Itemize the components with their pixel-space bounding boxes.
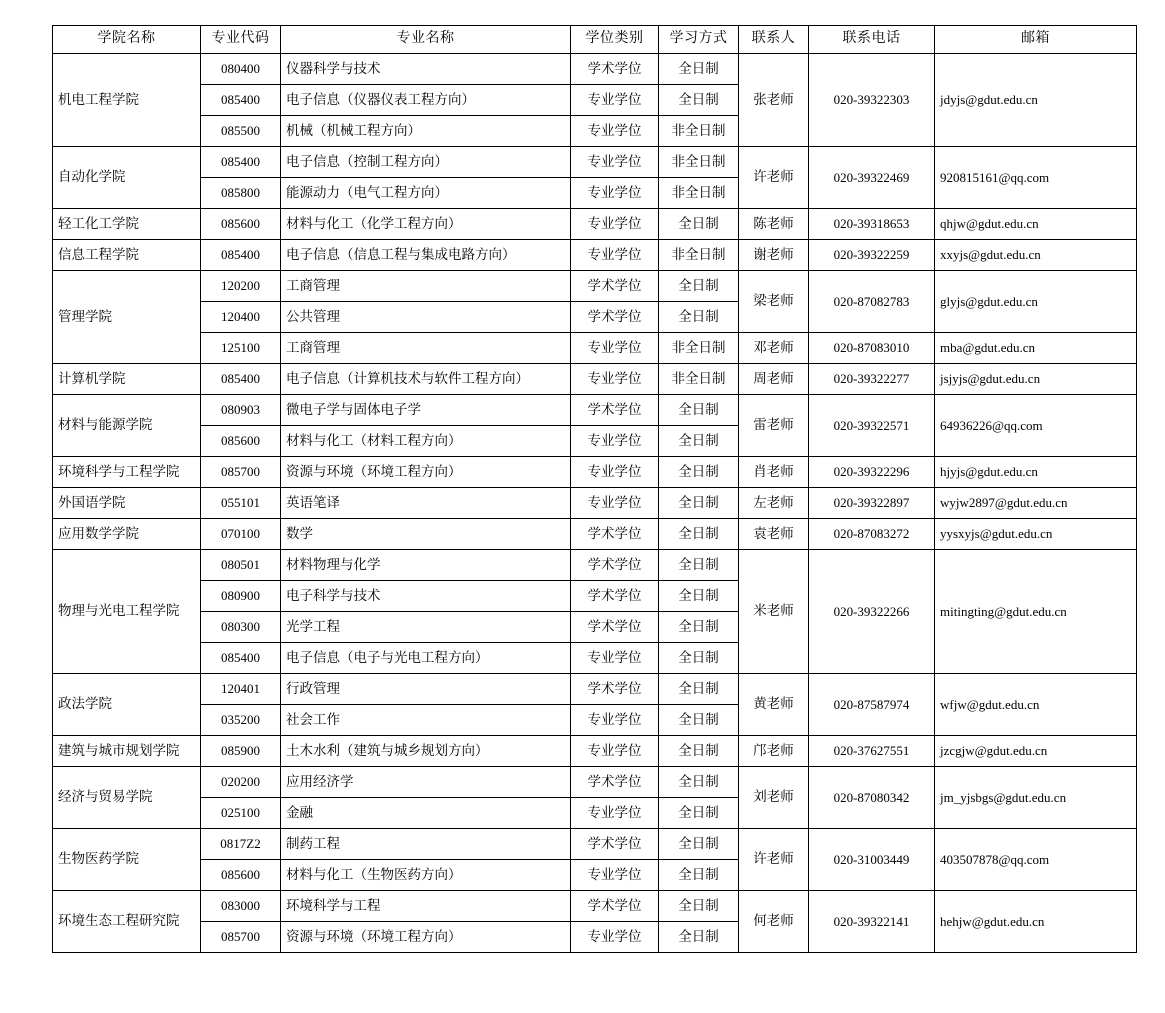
table-row bbox=[53, 519, 1137, 550]
table-row bbox=[53, 147, 1137, 178]
table-row bbox=[53, 54, 1137, 85]
cell-contact-phone: 020-39322259 bbox=[809, 240, 935, 271]
cell-contact-phone: 020-39322296 bbox=[809, 457, 935, 488]
cell-contact-phone: 020-31003449 bbox=[809, 829, 935, 891]
cell-major-name: 材料物理与化学 bbox=[281, 550, 571, 581]
cell-college: 轻工化工学院 bbox=[53, 209, 201, 240]
cell-contact-phone: 020-39322571 bbox=[809, 395, 935, 457]
cell-degree-type: 专业学位 bbox=[571, 922, 659, 953]
cell-major-code: 080400 bbox=[201, 54, 281, 85]
cell-college: 外国语学院 bbox=[53, 488, 201, 519]
cell-college: 自动化学院 bbox=[53, 147, 201, 209]
cell-major-name: 工商管理 bbox=[281, 333, 571, 364]
cell-college: 建筑与城市规划学院 bbox=[53, 736, 201, 767]
table-row bbox=[53, 829, 1137, 860]
cell-degree-type: 专业学位 bbox=[571, 178, 659, 209]
cell-study-mode: 全日制 bbox=[659, 395, 739, 426]
cell-degree-type: 专业学位 bbox=[571, 209, 659, 240]
column-header-degree-type: 学位类别 bbox=[571, 26, 659, 54]
cell-email: 403507878@qq.com bbox=[935, 829, 1137, 891]
cell-study-mode: 全日制 bbox=[659, 426, 739, 457]
table-row bbox=[53, 550, 1137, 581]
cell-degree-type: 专业学位 bbox=[571, 798, 659, 829]
cell-degree-type: 学术学位 bbox=[571, 829, 659, 860]
cell-degree-type: 专业学位 bbox=[571, 85, 659, 116]
cell-major-code: 020200 bbox=[201, 767, 281, 798]
cell-study-mode: 全日制 bbox=[659, 674, 739, 705]
cell-email: wyjw2897@gdut.edu.cn bbox=[935, 488, 1137, 519]
cell-contact-phone: 020-39322303 bbox=[809, 54, 935, 147]
major-directory-table bbox=[52, 25, 1137, 953]
cell-email: yysxyjs@gdut.edu.cn bbox=[935, 519, 1137, 550]
cell-study-mode: 全日制 bbox=[659, 209, 739, 240]
cell-email: mitingting@gdut.edu.cn bbox=[935, 550, 1137, 674]
cell-study-mode: 全日制 bbox=[659, 736, 739, 767]
cell-major-code: 085700 bbox=[201, 922, 281, 953]
cell-study-mode: 非全日制 bbox=[659, 147, 739, 178]
column-header-email: 邮箱 bbox=[935, 26, 1137, 54]
cell-college: 计算机学院 bbox=[53, 364, 201, 395]
cell-major-code: 070100 bbox=[201, 519, 281, 550]
cell-major-code: 055101 bbox=[201, 488, 281, 519]
cell-study-mode: 全日制 bbox=[659, 612, 739, 643]
cell-contact-person: 陈老师 bbox=[739, 209, 809, 240]
cell-contact-phone: 020-87082783 bbox=[809, 271, 935, 333]
cell-degree-type: 学术学位 bbox=[571, 302, 659, 333]
table-row bbox=[53, 674, 1137, 705]
cell-major-name: 土木水利（建筑与城乡规划方向） bbox=[281, 736, 571, 767]
cell-degree-type: 专业学位 bbox=[571, 240, 659, 271]
cell-email: qhjw@gdut.edu.cn bbox=[935, 209, 1137, 240]
table-header-row bbox=[53, 26, 1137, 54]
cell-contact-phone: 020-39322266 bbox=[809, 550, 935, 674]
cell-major-name: 资源与环境（环境工程方向） bbox=[281, 922, 571, 953]
cell-major-code: 085900 bbox=[201, 736, 281, 767]
cell-major-code: 025100 bbox=[201, 798, 281, 829]
cell-contact-phone: 020-39318653 bbox=[809, 209, 935, 240]
column-header-contact-person: 联系人 bbox=[739, 26, 809, 54]
cell-major-code: 085600 bbox=[201, 860, 281, 891]
cell-major-name: 微电子学与固体电子学 bbox=[281, 395, 571, 426]
column-header-college: 学院名称 bbox=[53, 26, 201, 54]
cell-college: 机电工程学院 bbox=[53, 54, 201, 147]
column-header-major-name: 专业名称 bbox=[281, 26, 571, 54]
cell-study-mode: 全日制 bbox=[659, 519, 739, 550]
cell-major-code: 085400 bbox=[201, 147, 281, 178]
cell-major-name: 能源动力（电气工程方向） bbox=[281, 178, 571, 209]
cell-major-name: 光学工程 bbox=[281, 612, 571, 643]
cell-study-mode: 全日制 bbox=[659, 54, 739, 85]
cell-contact-person: 袁老师 bbox=[739, 519, 809, 550]
table-row bbox=[53, 333, 1137, 364]
cell-degree-type: 学术学位 bbox=[571, 612, 659, 643]
cell-college: 政法学院 bbox=[53, 674, 201, 736]
cell-email: hehjw@gdut.edu.cn bbox=[935, 891, 1137, 953]
cell-degree-type: 专业学位 bbox=[571, 333, 659, 364]
cell-study-mode: 全日制 bbox=[659, 85, 739, 116]
cell-degree-type: 专业学位 bbox=[571, 116, 659, 147]
cell-major-name: 电子信息（计算机技术与软件工程方向） bbox=[281, 364, 571, 395]
cell-college: 材料与能源学院 bbox=[53, 395, 201, 457]
cell-contact-person: 米老师 bbox=[739, 550, 809, 674]
cell-email: wfjw@gdut.edu.cn bbox=[935, 674, 1137, 736]
table-row bbox=[53, 395, 1137, 426]
cell-major-name: 数学 bbox=[281, 519, 571, 550]
cell-study-mode: 全日制 bbox=[659, 550, 739, 581]
cell-study-mode: 全日制 bbox=[659, 860, 739, 891]
cell-degree-type: 学术学位 bbox=[571, 550, 659, 581]
cell-major-code: 085700 bbox=[201, 457, 281, 488]
table-row bbox=[53, 240, 1137, 271]
cell-major-name: 英语笔译 bbox=[281, 488, 571, 519]
cell-major-code: 085800 bbox=[201, 178, 281, 209]
table-row bbox=[53, 891, 1137, 922]
cell-study-mode: 全日制 bbox=[659, 891, 739, 922]
cell-college: 生物医药学院 bbox=[53, 829, 201, 891]
cell-email: 920815161@qq.com bbox=[935, 147, 1137, 209]
cell-degree-type: 专业学位 bbox=[571, 488, 659, 519]
cell-major-name: 环境科学与工程 bbox=[281, 891, 571, 922]
cell-degree-type: 学术学位 bbox=[571, 767, 659, 798]
cell-major-code: 080900 bbox=[201, 581, 281, 612]
cell-major-code: 085500 bbox=[201, 116, 281, 147]
cell-study-mode: 全日制 bbox=[659, 705, 739, 736]
cell-major-code: 085600 bbox=[201, 426, 281, 457]
cell-contact-person: 肖老师 bbox=[739, 457, 809, 488]
cell-study-mode: 非全日制 bbox=[659, 240, 739, 271]
cell-degree-type: 专业学位 bbox=[571, 364, 659, 395]
cell-major-name: 行政管理 bbox=[281, 674, 571, 705]
cell-study-mode: 全日制 bbox=[659, 457, 739, 488]
cell-college: 管理学院 bbox=[53, 271, 201, 364]
cell-major-name: 制药工程 bbox=[281, 829, 571, 860]
cell-contact-person: 黄老师 bbox=[739, 674, 809, 736]
cell-major-name: 材料与化工（生物医药方向） bbox=[281, 860, 571, 891]
cell-contact-person: 刘老师 bbox=[739, 767, 809, 829]
cell-degree-type: 学术学位 bbox=[571, 395, 659, 426]
cell-major-name: 电子信息（信息工程与集成电路方向） bbox=[281, 240, 571, 271]
cell-contact-person: 谢老师 bbox=[739, 240, 809, 271]
cell-degree-type: 学术学位 bbox=[571, 271, 659, 302]
cell-major-code: 085600 bbox=[201, 209, 281, 240]
cell-study-mode: 全日制 bbox=[659, 302, 739, 333]
column-header-contact-phone: 联系电话 bbox=[809, 26, 935, 54]
cell-study-mode: 非全日制 bbox=[659, 116, 739, 147]
cell-study-mode: 全日制 bbox=[659, 581, 739, 612]
cell-contact-person: 何老师 bbox=[739, 891, 809, 953]
cell-degree-type: 学术学位 bbox=[571, 581, 659, 612]
cell-degree-type: 专业学位 bbox=[571, 457, 659, 488]
cell-major-name: 公共管理 bbox=[281, 302, 571, 333]
cell-major-code: 125100 bbox=[201, 333, 281, 364]
cell-study-mode: 全日制 bbox=[659, 488, 739, 519]
cell-degree-type: 学术学位 bbox=[571, 54, 659, 85]
cell-contact-phone: 020-39322469 bbox=[809, 147, 935, 209]
cell-contact-person: 邓老师 bbox=[739, 333, 809, 364]
cell-contact-phone: 020-87083272 bbox=[809, 519, 935, 550]
cell-contact-phone: 020-37627551 bbox=[809, 736, 935, 767]
cell-major-name: 金融 bbox=[281, 798, 571, 829]
cell-major-name: 应用经济学 bbox=[281, 767, 571, 798]
cell-degree-type: 专业学位 bbox=[571, 147, 659, 178]
cell-degree-type: 专业学位 bbox=[571, 643, 659, 674]
cell-degree-type: 专业学位 bbox=[571, 426, 659, 457]
cell-college: 应用数学学院 bbox=[53, 519, 201, 550]
table-row bbox=[53, 457, 1137, 488]
column-header-study-mode: 学习方式 bbox=[659, 26, 739, 54]
cell-major-code: 120400 bbox=[201, 302, 281, 333]
cell-study-mode: 全日制 bbox=[659, 829, 739, 860]
cell-college: 环境生态工程研究院 bbox=[53, 891, 201, 953]
cell-major-name: 电子信息（控制工程方向） bbox=[281, 147, 571, 178]
cell-contact-person: 梁老师 bbox=[739, 271, 809, 333]
cell-degree-type: 学术学位 bbox=[571, 674, 659, 705]
cell-degree-type: 学术学位 bbox=[571, 891, 659, 922]
cell-contact-phone: 020-87080342 bbox=[809, 767, 935, 829]
cell-major-code: 080501 bbox=[201, 550, 281, 581]
cell-major-name: 电子信息（仪器仪表工程方向） bbox=[281, 85, 571, 116]
cell-contact-phone: 020-87587974 bbox=[809, 674, 935, 736]
column-header-major-code: 专业代码 bbox=[201, 26, 281, 54]
cell-email: 64936226@qq.com bbox=[935, 395, 1137, 457]
cell-email: jzcgjw@gdut.edu.cn bbox=[935, 736, 1137, 767]
table-header bbox=[53, 26, 1137, 54]
table-row bbox=[53, 209, 1137, 240]
cell-email: xxyjs@gdut.edu.cn bbox=[935, 240, 1137, 271]
cell-contact-person: 周老师 bbox=[739, 364, 809, 395]
table-row bbox=[53, 488, 1137, 519]
cell-major-code: 0817Z2 bbox=[201, 829, 281, 860]
cell-contact-phone: 020-87083010 bbox=[809, 333, 935, 364]
cell-major-name: 机械（机械工程方向） bbox=[281, 116, 571, 147]
cell-contact-person: 左老师 bbox=[739, 488, 809, 519]
cell-email: hjyjs@gdut.edu.cn bbox=[935, 457, 1137, 488]
cell-email: jsjyjs@gdut.edu.cn bbox=[935, 364, 1137, 395]
cell-contact-person: 张老师 bbox=[739, 54, 809, 147]
cell-contact-phone: 020-39322897 bbox=[809, 488, 935, 519]
cell-major-code: 085400 bbox=[201, 240, 281, 271]
cell-degree-type: 专业学位 bbox=[571, 736, 659, 767]
cell-major-code: 085400 bbox=[201, 643, 281, 674]
cell-study-mode: 全日制 bbox=[659, 922, 739, 953]
cell-major-code: 085400 bbox=[201, 364, 281, 395]
cell-major-name: 电子科学与技术 bbox=[281, 581, 571, 612]
cell-contact-person: 许老师 bbox=[739, 829, 809, 891]
cell-major-code: 085400 bbox=[201, 85, 281, 116]
cell-major-name: 社会工作 bbox=[281, 705, 571, 736]
cell-email: jdyjs@gdut.edu.cn bbox=[935, 54, 1137, 147]
cell-major-code: 080300 bbox=[201, 612, 281, 643]
table-row bbox=[53, 767, 1137, 798]
table-row bbox=[53, 271, 1137, 302]
cell-contact-person: 邝老师 bbox=[739, 736, 809, 767]
cell-major-code: 083000 bbox=[201, 891, 281, 922]
cell-study-mode: 全日制 bbox=[659, 798, 739, 829]
cell-study-mode: 全日制 bbox=[659, 643, 739, 674]
cell-major-code: 080903 bbox=[201, 395, 281, 426]
cell-college: 经济与贸易学院 bbox=[53, 767, 201, 829]
cell-major-name: 仪器科学与技术 bbox=[281, 54, 571, 85]
cell-college: 信息工程学院 bbox=[53, 240, 201, 271]
cell-study-mode: 全日制 bbox=[659, 271, 739, 302]
cell-major-name: 工商管理 bbox=[281, 271, 571, 302]
cell-major-code: 035200 bbox=[201, 705, 281, 736]
cell-study-mode: 全日制 bbox=[659, 767, 739, 798]
cell-major-code: 120200 bbox=[201, 271, 281, 302]
cell-degree-type: 专业学位 bbox=[571, 705, 659, 736]
cell-study-mode: 非全日制 bbox=[659, 178, 739, 209]
cell-contact-phone: 020-39322141 bbox=[809, 891, 935, 953]
cell-contact-person: 许老师 bbox=[739, 147, 809, 209]
cell-study-mode: 非全日制 bbox=[659, 364, 739, 395]
cell-study-mode: 非全日制 bbox=[659, 333, 739, 364]
table-body bbox=[53, 54, 1137, 953]
table-row bbox=[53, 736, 1137, 767]
cell-major-name: 电子信息（电子与光电工程方向） bbox=[281, 643, 571, 674]
cell-contact-phone: 020-39322277 bbox=[809, 364, 935, 395]
table-row bbox=[53, 364, 1137, 395]
cell-email: mba@gdut.edu.cn bbox=[935, 333, 1137, 364]
cell-degree-type: 学术学位 bbox=[571, 519, 659, 550]
cell-contact-person: 雷老师 bbox=[739, 395, 809, 457]
cell-email: glyjs@gdut.edu.cn bbox=[935, 271, 1137, 333]
cell-email: jm_yjsbgs@gdut.edu.cn bbox=[935, 767, 1137, 829]
cell-major-name: 资源与环境（环境工程方向） bbox=[281, 457, 571, 488]
cell-major-name: 材料与化工（化学工程方向） bbox=[281, 209, 571, 240]
cell-major-code: 120401 bbox=[201, 674, 281, 705]
cell-major-name: 材料与化工（材料工程方向） bbox=[281, 426, 571, 457]
cell-college: 物理与光电工程学院 bbox=[53, 550, 201, 674]
cell-college: 环境科学与工程学院 bbox=[53, 457, 201, 488]
cell-degree-type: 专业学位 bbox=[571, 860, 659, 891]
